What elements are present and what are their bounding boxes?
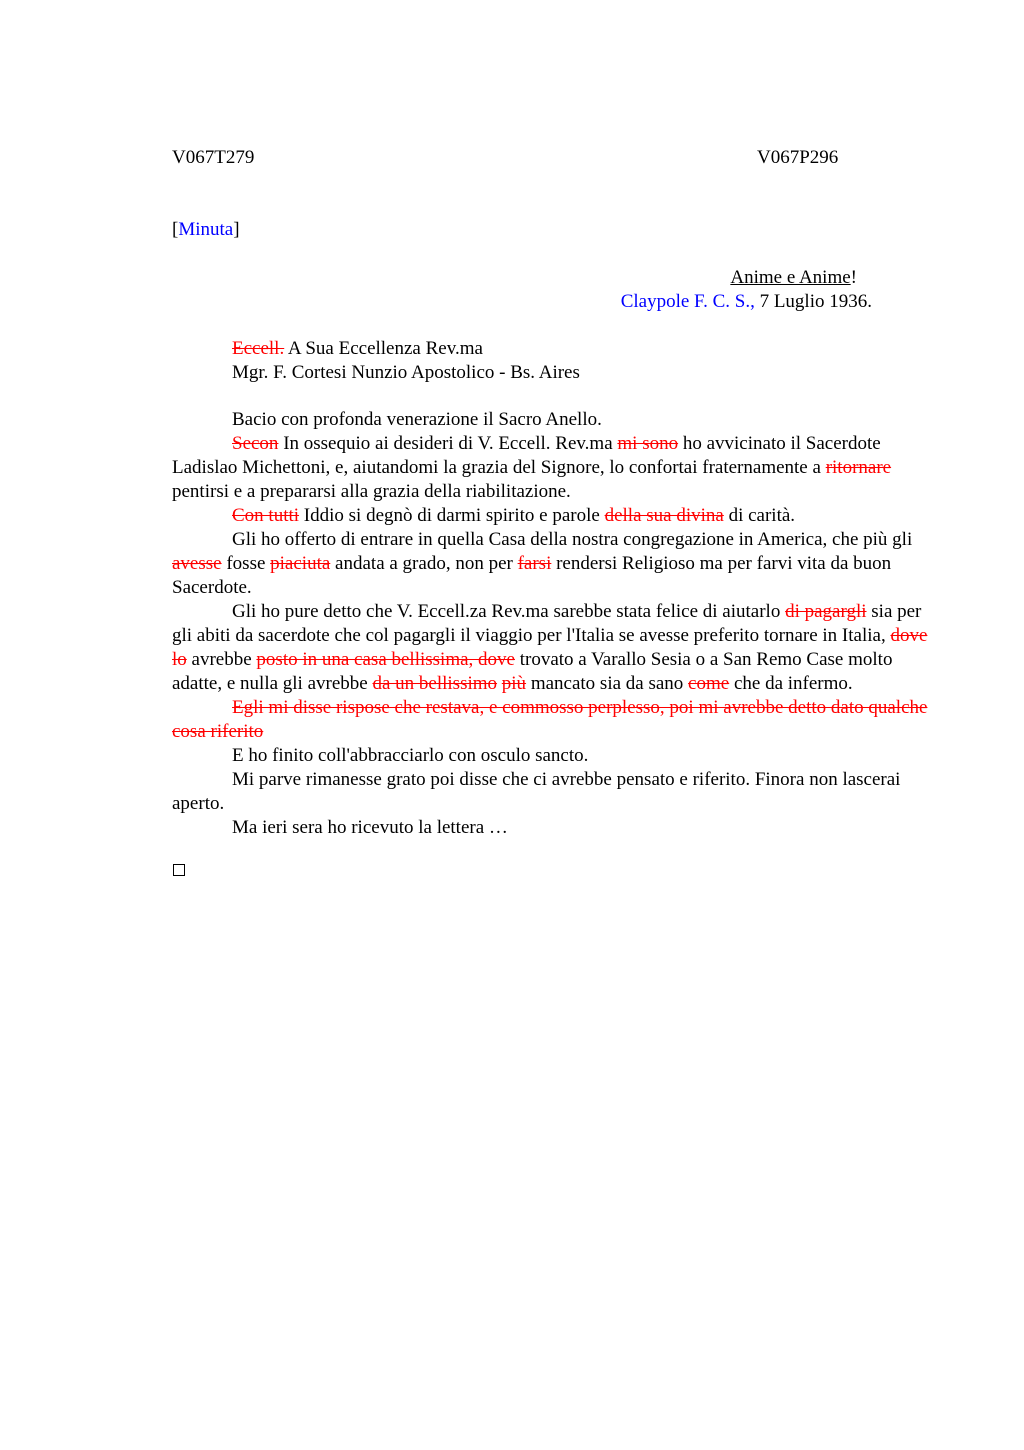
deletion: ritornare [825,457,892,478]
motto-punct: ! [850,267,857,288]
label-text: Minuta [178,219,234,240]
text-run: rendersi Religioso ma per farvi vita da buon Sacerdote. [172,553,892,598]
text-run: di carità. [723,505,796,526]
deletion: farsi [517,553,552,574]
dateline-date: 7 Luglio 1936. [754,291,872,312]
dateline-place: Claypole F. C. S., [620,291,755,312]
deletion: Egli mi disse rispose che restava, e commosso perplesso, poi mi avrebbe detto dato qualche cosa riferito [172,697,928,742]
paragraph-2 [172,432,932,504]
text-run: Gli ho offerto di entrare in quella Casa della nostra congregazione in America, che più gli [232,529,913,550]
paragraph-4 [172,528,932,600]
motto [730,266,857,290]
deletion: mi sono [617,433,679,454]
text-run: pentirsi e a prepararsi alla grazia della riabilitazione. [172,481,571,502]
text-run: fosse [221,553,271,574]
document-type-label [172,218,240,242]
address-line-2: Mgr. F. Cortesi Nunzio Apostolico - Bs. Aires [232,362,580,383]
deletion: piaciuta [270,553,331,574]
paragraph-3 [172,504,932,528]
address-line-1-text: A Sua Eccellenza Rev.ma [284,338,483,359]
text-run: Iddio si degnò di darmi spirito e parole [299,505,605,526]
deletion: Con tutti [232,505,300,526]
paragraph-7: E ho finito coll'abbracciarlo con osculo sancto. [232,745,589,766]
address-line-1 [232,337,483,361]
deletion: dove lo [172,625,928,670]
text-run: avrebbe [186,649,257,670]
letter-body [172,408,932,840]
text-run: In ossequio ai desideri di V. Eccell. Rev.ma [278,433,618,454]
text-run: ho avvicinato il Sacerdote Ladislao Michettoni, e, aiutandomi la grazia del Signore, lo confortai fraternamente a [172,433,881,478]
deletion: della sua divina [604,505,724,526]
right-code: V067P296 [757,147,839,168]
deletion: da un bellissimo [372,673,498,694]
checkbox-icon[interactable] [173,864,185,876]
paragraph-5 [172,600,932,696]
deletion: avesse [172,553,222,574]
text-run: andata a grado, non per [330,553,518,574]
paragraph-8: Mi parve rimanesse grato poi disse che ci avrebbe pensato e riferito. Finora non lascerai aperto. [172,769,901,814]
text-run: Gli ho pure detto che V. Eccell.za Rev.ma sarebbe stata felice di aiutarlo [232,601,786,622]
deletion: più [501,673,527,694]
text-run: che da infermo. [729,673,853,694]
text-run: mancato sia da sano [526,673,689,694]
deletion: posto in una casa bellissima, dove [256,649,515,670]
label-open-bracket: [ [172,219,179,240]
motto-text: Anime e Anime [730,267,851,288]
text-run: trovato a Varallo Sesia o a San Remo Case molto adatte, e nulla gli avrebbe [172,649,893,694]
dateline [621,290,872,314]
left-code: V067T279 [172,147,255,168]
deletion: Secon [232,433,279,454]
deletion: come [688,673,730,694]
text-run: sia per gli abiti da sacerdote che col pagargli il viaggio per l'Italia se avesse preferito tornare in Italia, [172,601,922,646]
address-deletion: Eccell. [232,338,285,359]
deletion: di pagargli [785,601,867,622]
paragraph-6 [172,696,932,744]
paragraph-9: Ma ieri sera ho ricevuto la lettera … [232,817,508,838]
paragraph-1: Bacio con profonda venerazione il Sacro Anello. [232,409,602,430]
label-close-bracket: ] [233,219,240,240]
